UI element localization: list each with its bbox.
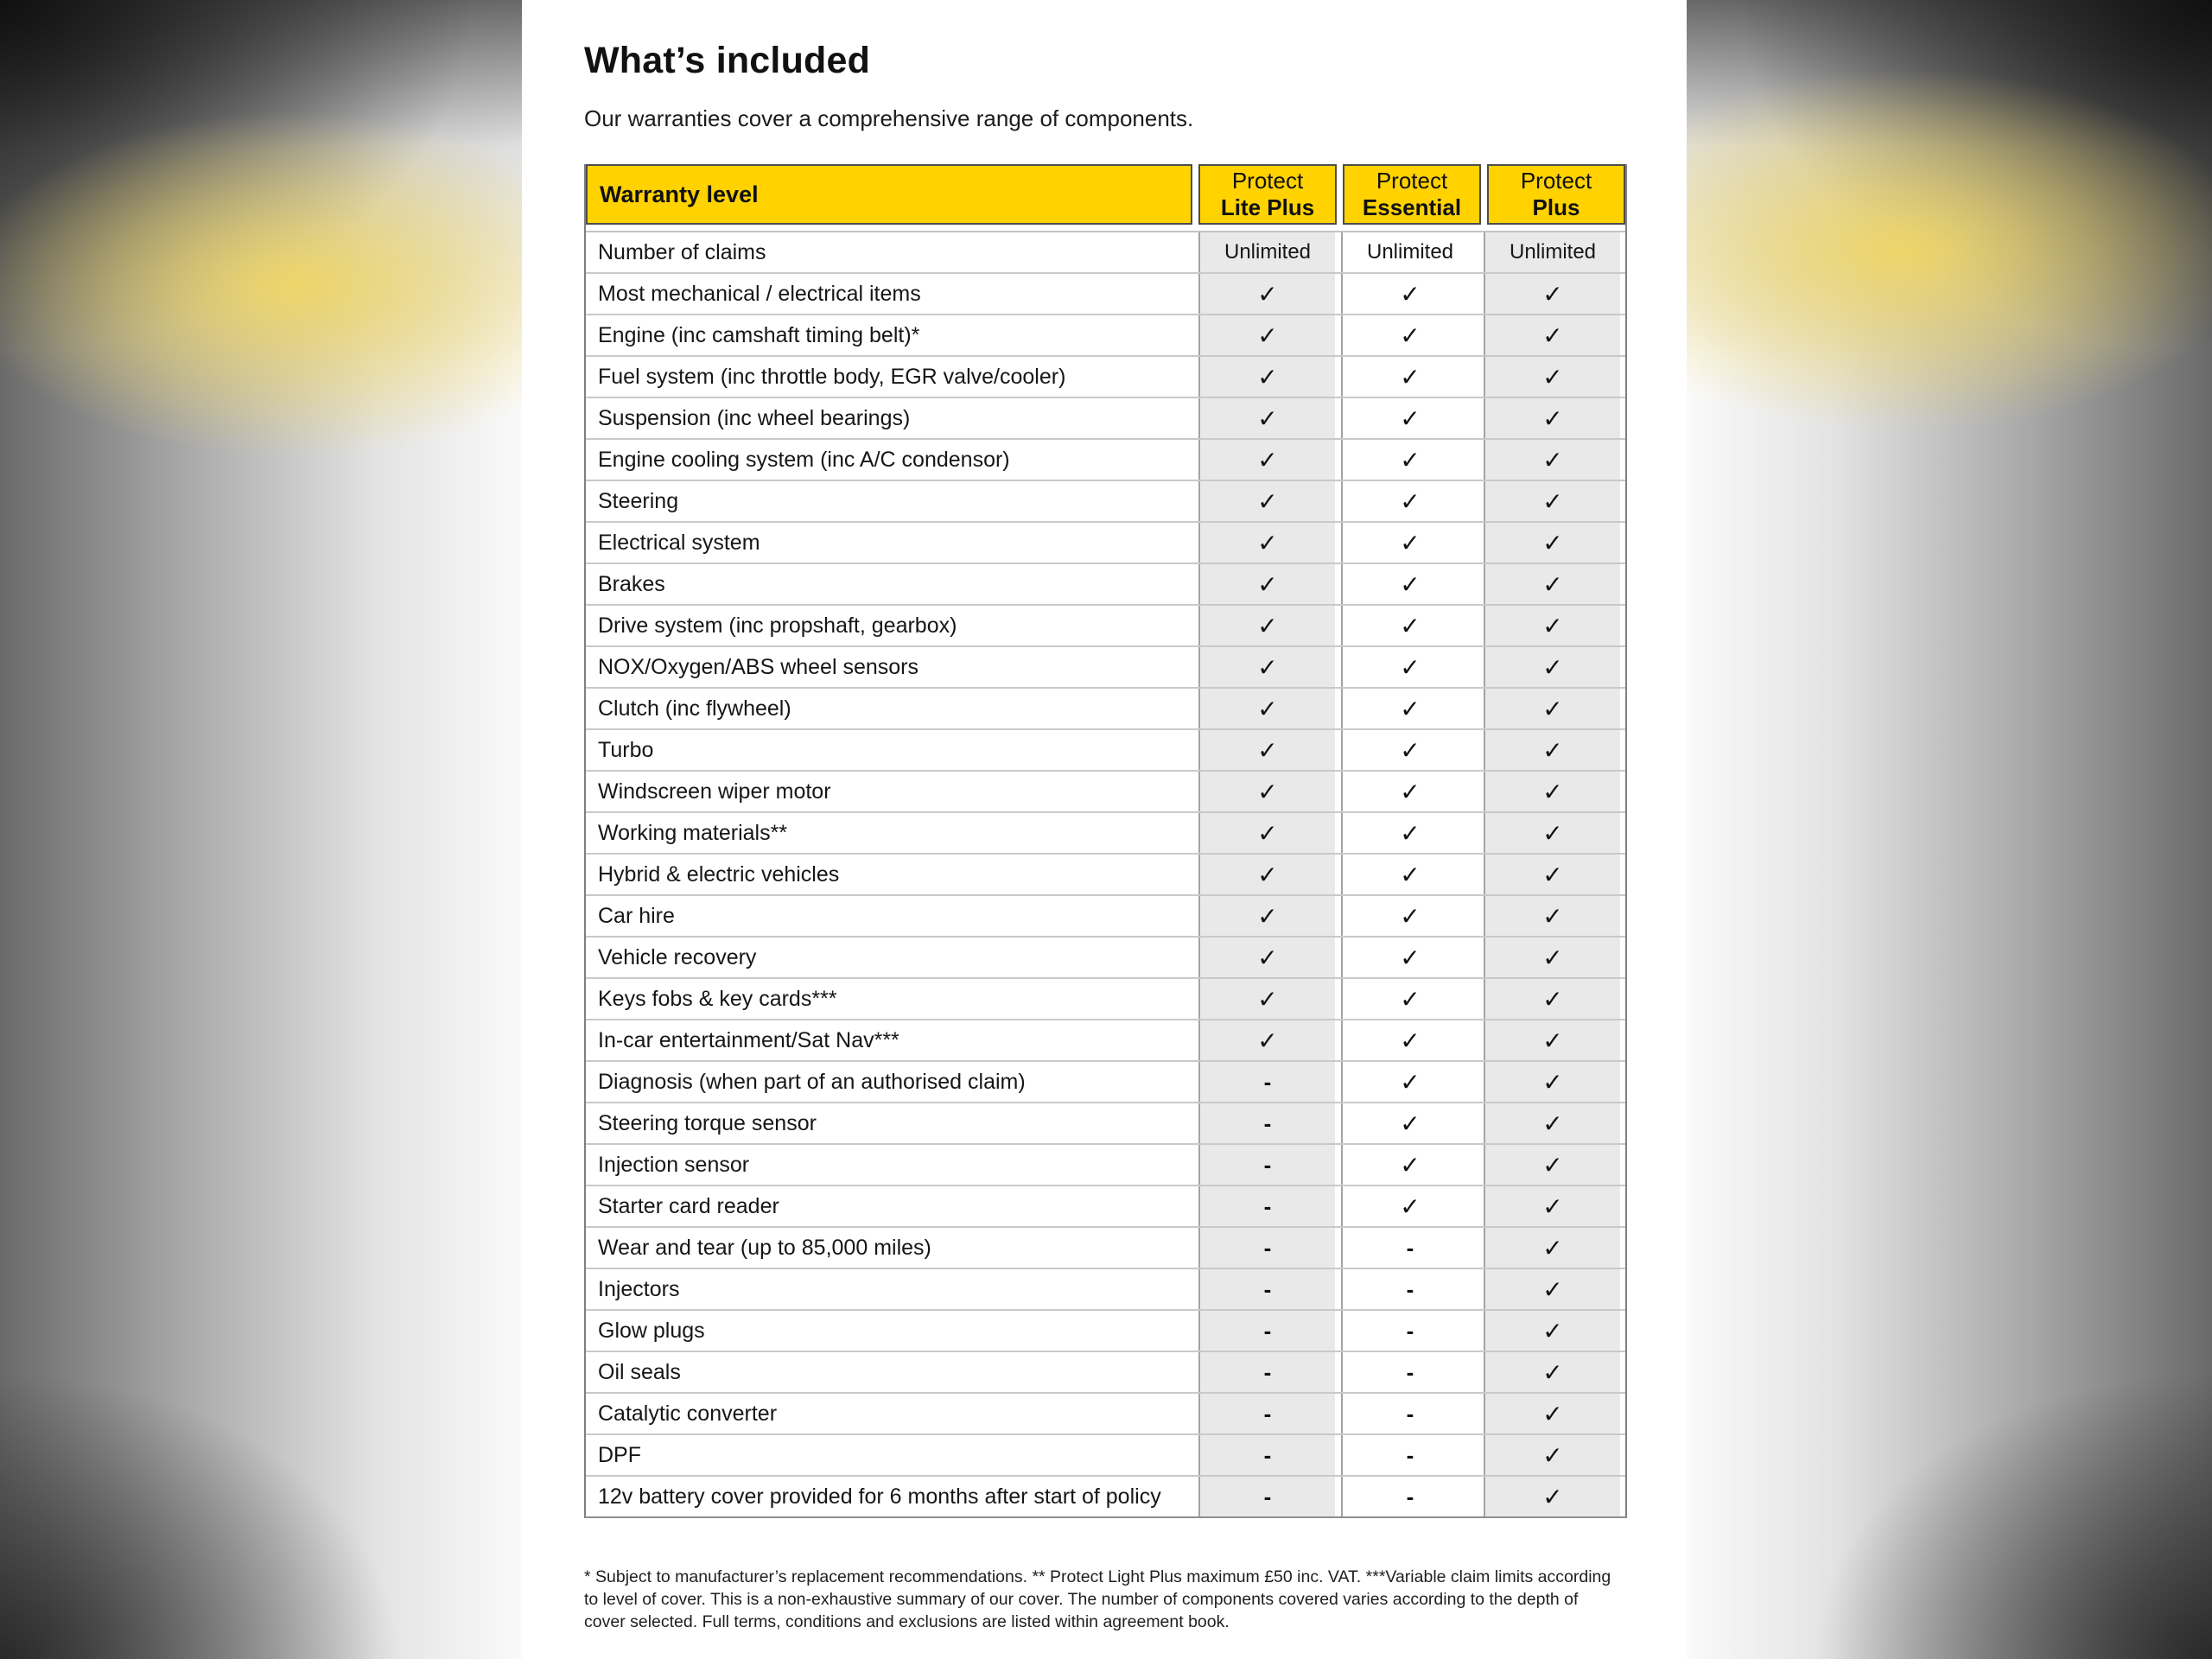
table-row (586, 811, 1625, 853)
row-label: In-car entertainment/Sat Nav*** (586, 1020, 1192, 1060)
table-row (586, 1102, 1625, 1143)
row-label: 12v battery cover provided for 6 months after start of policy (586, 1477, 1192, 1516)
cell-protect-plus: ✓ (1484, 1145, 1620, 1185)
cell-protect-lite-plus: ✓ (1198, 315, 1335, 355)
table-row (586, 480, 1625, 521)
header-col-protect-lite-plus (1198, 164, 1337, 225)
row-label: Most mechanical / electrical items (586, 274, 1192, 314)
cell-protect-essential: ✓ (1341, 896, 1478, 936)
cell-protect-plus: ✓ (1484, 938, 1620, 977)
cell-protect-essential: ✓ (1341, 772, 1478, 811)
row-label: Injection sensor (586, 1145, 1192, 1185)
cell-protect-plus: ✓ (1484, 1062, 1620, 1102)
row-label: Glow plugs (586, 1311, 1192, 1351)
cell-protect-lite-plus: - (1198, 1103, 1335, 1143)
row-label: Steering (586, 481, 1192, 521)
cell-protect-essential: ✓ (1341, 357, 1478, 397)
row-label: Starter card reader (586, 1186, 1192, 1226)
cell-protect-essential: ✓ (1341, 398, 1478, 438)
cell-protect-plus: ✓ (1484, 1020, 1620, 1060)
cell-protect-lite-plus: - (1198, 1435, 1335, 1475)
row-label: Fuel system (inc throttle body, EGR valve/cooler) (586, 357, 1192, 397)
cell-protect-plus: ✓ (1484, 979, 1620, 1019)
cell-protect-plus: ✓ (1484, 647, 1620, 687)
cell-protect-lite-plus: ✓ (1198, 730, 1335, 770)
table-row (586, 272, 1625, 314)
cell-protect-plus: ✓ (1484, 1435, 1620, 1475)
cell-protect-plus: ✓ (1484, 1311, 1620, 1351)
cell-protect-plus: ✓ (1484, 1228, 1620, 1268)
table-row (586, 438, 1625, 480)
footnote-text: * Subject to manufacturer’s replacement recommendations. ** Protect Light Plus maximum £50 inc. VAT. ***Variable claim limits according to level of cover. This is a non-exhaustive summary of our cover. The number of components covered varies according to the depth of cover selected. Full terms, conditions and exclusions are listed within agreement book. (584, 1567, 1611, 1631)
cell-protect-essential: Unlimited (1341, 232, 1478, 272)
cell-protect-plus: ✓ (1484, 564, 1620, 604)
cell-protect-essential: - (1341, 1311, 1478, 1351)
cell-protect-plus: ✓ (1484, 1477, 1620, 1516)
cell-protect-essential: ✓ (1341, 523, 1478, 563)
cell-protect-lite-plus: - (1198, 1145, 1335, 1185)
row-label: Turbo (586, 730, 1192, 770)
table-row (586, 1309, 1625, 1351)
cell-protect-lite-plus: ✓ (1198, 274, 1335, 314)
row-label: Drive system (inc propshaft, gearbox) (586, 606, 1192, 645)
cell-protect-lite-plus: ✓ (1198, 1020, 1335, 1060)
cell-protect-plus: ✓ (1484, 855, 1620, 894)
cell-protect-essential: ✓ (1341, 274, 1478, 314)
cell-protect-essential: - (1341, 1352, 1478, 1392)
row-label: Steering torque sensor (586, 1103, 1192, 1143)
cell-protect-essential: ✓ (1341, 1186, 1478, 1226)
cell-protect-lite-plus: ✓ (1198, 647, 1335, 687)
row-label: Working materials** (586, 813, 1192, 853)
table-row (586, 1226, 1625, 1268)
cell-protect-plus: ✓ (1484, 813, 1620, 853)
cell-protect-lite-plus: - (1198, 1062, 1335, 1102)
table-header-row (586, 164, 1625, 225)
cell-protect-essential: ✓ (1341, 315, 1478, 355)
cell-protect-essential: ✓ (1341, 689, 1478, 728)
cell-protect-lite-plus: ✓ (1198, 606, 1335, 645)
cell-protect-plus: ✓ (1484, 730, 1620, 770)
cell-protect-essential: ✓ (1341, 1020, 1478, 1060)
row-label: Clutch (inc flywheel) (586, 689, 1192, 728)
cell-protect-plus: ✓ (1484, 606, 1620, 645)
row-label: Engine cooling system (inc A/C condensor) (586, 440, 1192, 480)
cell-protect-essential: ✓ (1341, 730, 1478, 770)
cell-protect-essential: ✓ (1341, 564, 1478, 604)
cell-protect-plus: ✓ (1484, 1269, 1620, 1309)
header-col-line1: Protect (1520, 168, 1592, 194)
cell-protect-lite-plus: ✓ (1198, 440, 1335, 480)
header-col-protect-plus (1487, 164, 1625, 225)
table-row (586, 853, 1625, 894)
cell-protect-lite-plus: - (1198, 1352, 1335, 1392)
cell-protect-lite-plus: ✓ (1198, 357, 1335, 397)
row-label: Engine (inc camshaft timing belt)* (586, 315, 1192, 355)
row-label: Brakes (586, 564, 1192, 604)
cell-protect-essential: ✓ (1341, 647, 1478, 687)
cell-protect-plus: ✓ (1484, 689, 1620, 728)
header-warranty-level: Warranty level (586, 164, 1192, 225)
cell-protect-plus: ✓ (1484, 357, 1620, 397)
table-row (586, 687, 1625, 728)
cell-protect-essential: - (1341, 1435, 1478, 1475)
header-col-line2: Lite Plus (1220, 194, 1315, 220)
header-col-line1: Protect (1231, 168, 1304, 194)
cell-protect-essential: ✓ (1341, 813, 1478, 853)
row-label: Keys fobs & key cards*** (586, 979, 1192, 1019)
cell-protect-essential: - (1341, 1394, 1478, 1433)
cell-protect-lite-plus: ✓ (1198, 896, 1335, 936)
cell-protect-lite-plus: ✓ (1198, 398, 1335, 438)
table-row (586, 521, 1625, 563)
table-row (586, 770, 1625, 811)
table-body (586, 231, 1625, 1516)
table-row (586, 1060, 1625, 1102)
cell-protect-essential: ✓ (1341, 979, 1478, 1019)
table-row (586, 355, 1625, 397)
cell-protect-lite-plus: ✓ (1198, 523, 1335, 563)
cell-protect-essential: ✓ (1341, 855, 1478, 894)
cell-protect-lite-plus: - (1198, 1477, 1335, 1516)
cell-protect-lite-plus: ✓ (1198, 689, 1335, 728)
row-label: Wear and tear (up to 85,000 miles) (586, 1228, 1192, 1268)
row-label: Suspension (inc wheel bearings) (586, 398, 1192, 438)
row-label: DPF (586, 1435, 1192, 1475)
table-row (586, 1268, 1625, 1309)
table-row (586, 314, 1625, 355)
cell-protect-lite-plus: - (1198, 1186, 1335, 1226)
cell-protect-plus: ✓ (1484, 772, 1620, 811)
cell-protect-essential: ✓ (1341, 606, 1478, 645)
cell-protect-plus: Unlimited (1484, 232, 1620, 272)
cell-protect-essential: ✓ (1341, 1103, 1478, 1143)
page-title: What’s included (584, 40, 871, 81)
row-label: Number of claims (586, 232, 1192, 272)
content-panel (522, 0, 1687, 1659)
cell-protect-essential: ✓ (1341, 938, 1478, 977)
row-label: Injectors (586, 1269, 1192, 1309)
header-col-line1: Protect (1376, 168, 1448, 194)
row-label: NOX/Oxygen/ABS wheel sensors (586, 647, 1192, 687)
table-row (586, 1392, 1625, 1433)
cell-protect-essential: ✓ (1341, 481, 1478, 521)
cell-protect-lite-plus: ✓ (1198, 772, 1335, 811)
cell-protect-lite-plus: ✓ (1198, 979, 1335, 1019)
cell-protect-lite-plus: Unlimited (1198, 232, 1335, 272)
row-label: Hybrid & electric vehicles (586, 855, 1192, 894)
cell-protect-plus: ✓ (1484, 440, 1620, 480)
cell-protect-lite-plus: ✓ (1198, 813, 1335, 853)
table-row (586, 231, 1625, 272)
cell-protect-lite-plus: ✓ (1198, 564, 1335, 604)
cell-protect-lite-plus: - (1198, 1269, 1335, 1309)
warranty-comparison-table (584, 164, 1627, 1518)
cell-protect-lite-plus: - (1198, 1394, 1335, 1433)
table-row (586, 728, 1625, 770)
row-label: Vehicle recovery (586, 938, 1192, 977)
header-col-line2: Essential (1362, 194, 1462, 220)
row-label: Electrical system (586, 523, 1192, 563)
table-row (586, 1019, 1625, 1060)
table-row (586, 1475, 1625, 1516)
table-row (586, 397, 1625, 438)
cell-protect-plus: ✓ (1484, 1186, 1620, 1226)
cell-protect-essential: ✓ (1341, 1062, 1478, 1102)
cell-protect-lite-plus: ✓ (1198, 481, 1335, 521)
header-col-line2: Plus (1532, 194, 1580, 220)
cell-protect-lite-plus: ✓ (1198, 855, 1335, 894)
cell-protect-plus: ✓ (1484, 274, 1620, 314)
table-row (586, 645, 1625, 687)
cell-protect-plus: ✓ (1484, 481, 1620, 521)
cell-protect-essential: - (1341, 1477, 1478, 1516)
table-row (586, 604, 1625, 645)
table-row (586, 936, 1625, 977)
blurred-backdrop-right (1687, 0, 2212, 1659)
cell-protect-essential: - (1341, 1269, 1478, 1309)
cell-protect-plus: ✓ (1484, 315, 1620, 355)
blurred-backdrop-left (0, 0, 524, 1659)
cell-protect-plus: ✓ (1484, 398, 1620, 438)
table-row (586, 563, 1625, 604)
cell-protect-essential: - (1341, 1228, 1478, 1268)
cell-protect-lite-plus: - (1198, 1311, 1335, 1351)
header-col-protect-essential (1343, 164, 1481, 225)
table-row (586, 1433, 1625, 1475)
table-row (586, 1351, 1625, 1392)
row-label: Windscreen wiper motor (586, 772, 1192, 811)
table-row (586, 1185, 1625, 1226)
cell-protect-essential: ✓ (1341, 1145, 1478, 1185)
cell-protect-lite-plus: ✓ (1198, 938, 1335, 977)
row-label: Diagnosis (when part of an authorised claim) (586, 1062, 1192, 1102)
cell-protect-plus: ✓ (1484, 1352, 1620, 1392)
table-row (586, 1143, 1625, 1185)
table-row (586, 894, 1625, 936)
cell-protect-plus: ✓ (1484, 896, 1620, 936)
cell-protect-lite-plus: - (1198, 1228, 1335, 1268)
row-label: Catalytic converter (586, 1394, 1192, 1433)
cell-protect-essential: ✓ (1341, 440, 1478, 480)
page-subtitle: Our warranties cover a comprehensive range of components. (584, 105, 1194, 131)
row-label: Oil seals (586, 1352, 1192, 1392)
cell-protect-plus: ✓ (1484, 1103, 1620, 1143)
row-label: Car hire (586, 896, 1192, 936)
cell-protect-plus: ✓ (1484, 523, 1620, 563)
cell-protect-plus: ✓ (1484, 1394, 1620, 1433)
table-row (586, 977, 1625, 1019)
